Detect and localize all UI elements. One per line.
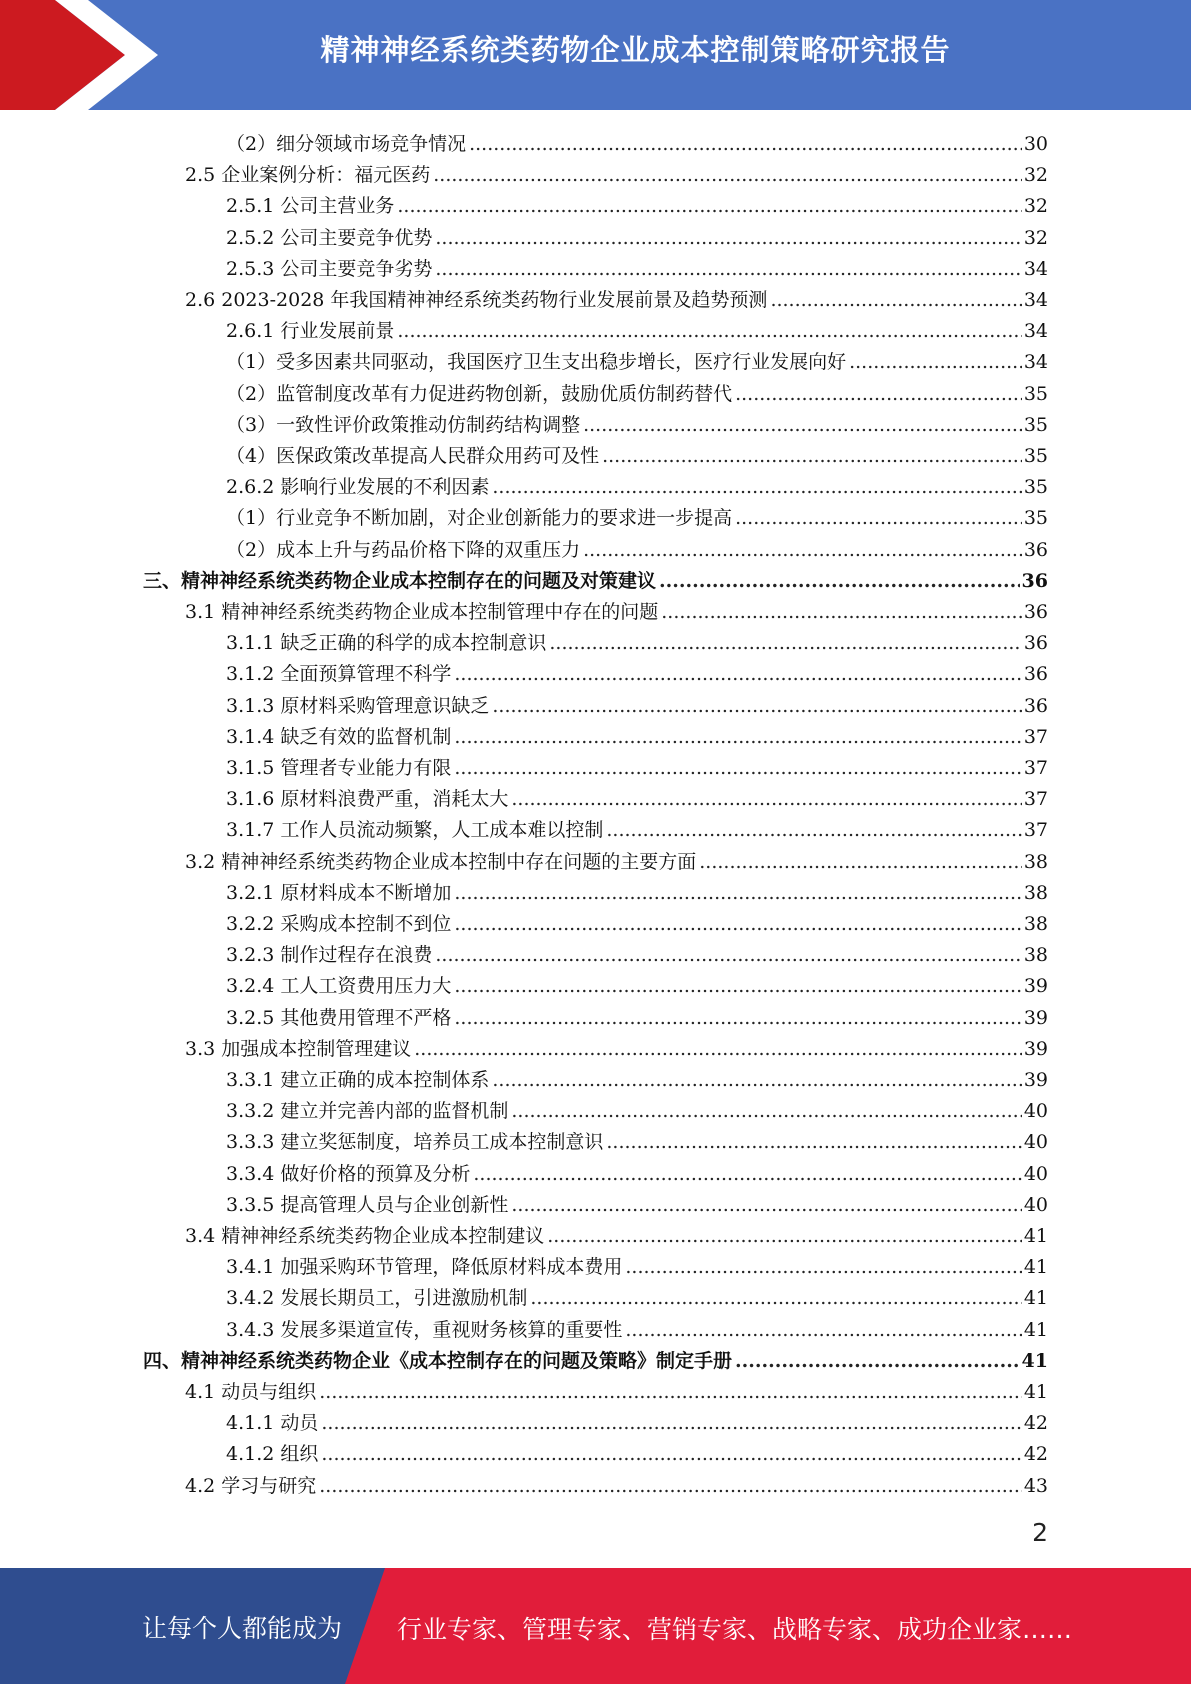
toc-entry[interactable] xyxy=(226,628,1048,659)
toc-dot-leader xyxy=(625,1252,1021,1283)
toc-dot-leader xyxy=(549,628,1021,659)
toc-dot-leader xyxy=(454,753,1021,784)
toc-entry-page: 36 xyxy=(1023,632,1048,655)
toc-entry[interactable] xyxy=(226,1127,1048,1158)
toc-entry[interactable] xyxy=(185,847,1048,878)
document-title: 精神神经系统类药物企业成本控制策略研究报告 xyxy=(320,33,951,67)
toc-entry-label: 3.3.2 建立并完善内部的监督机制 xyxy=(226,1100,509,1123)
toc-entry[interactable] xyxy=(226,1190,1048,1221)
toc-dot-leader xyxy=(492,472,1021,503)
toc-entry[interactable] xyxy=(226,940,1048,971)
toc-entry-page: 30 xyxy=(1023,133,1048,155)
toc-entry-page: 36 xyxy=(1023,694,1048,717)
toc-entry[interactable] xyxy=(226,1003,1048,1034)
toc-entry-page: 40 xyxy=(1023,1193,1048,1216)
toc-entry[interactable] xyxy=(226,1408,1048,1439)
toc-entry-label: 3.1.6 原材料浪费严重，消耗太大 xyxy=(226,788,509,811)
toc-entry-page: 40 xyxy=(1023,1131,1048,1154)
toc-dot-leader xyxy=(530,1283,1021,1314)
toc-entry-page: 43 xyxy=(1023,1474,1048,1497)
toc-entry[interactable] xyxy=(226,379,1048,410)
toc-entry-page: 35 xyxy=(1023,507,1048,530)
toc-entry-label: 3.1.4 缺乏有效的监督机制 xyxy=(226,725,452,748)
toc-dot-leader xyxy=(661,597,1022,628)
toc-dot-leader xyxy=(414,1034,1022,1065)
toc-dot-leader xyxy=(435,940,1021,971)
toc-entry-page: 32 xyxy=(1023,164,1048,187)
page-number: 2 xyxy=(1032,1518,1048,1547)
toc-entry-page: 37 xyxy=(1023,757,1048,779)
toc-entry-page: 41 xyxy=(1021,1349,1048,1372)
toc-dot-leader xyxy=(659,566,1020,597)
toc-entry-label: 3.2.1 原材料成本不断增加 xyxy=(226,881,452,904)
toc-entry-page: 35 xyxy=(1023,413,1048,436)
toc-entry-label: 3.1.5 管理者专业能力有限 xyxy=(226,757,452,779)
toc-dot-leader xyxy=(606,815,1021,846)
toc-entry-label: 四、精神神经系统类药物企业《成本控制存在的问题及策略》制定手册 xyxy=(143,1349,733,1372)
toc-entry[interactable] xyxy=(226,316,1048,347)
toc-entry-label: （2）细分领域市场竞争情况 xyxy=(226,133,467,155)
toc-entry-label: 三、精神神经系统类药物企业成本控制存在的问题及对策建议 xyxy=(143,569,657,592)
toc-entry[interactable] xyxy=(226,1252,1048,1283)
toc-entry[interactable] xyxy=(226,971,1048,1002)
toc-entry[interactable] xyxy=(226,659,1048,690)
toc-entry-label: 3.3.4 做好价格的预算及分析 xyxy=(226,1162,471,1185)
toc-entry[interactable] xyxy=(226,1283,1048,1314)
toc-entry-page: 38 xyxy=(1023,944,1048,967)
toc-entry[interactable] xyxy=(226,441,1048,472)
toc-entry-label: 3.2.4 工人工资费用压力大 xyxy=(226,975,452,998)
toc-entry-page: 40 xyxy=(1023,1100,1048,1123)
toc-entry[interactable] xyxy=(226,535,1048,566)
toc-entry-label: 2.6.2 影响行业发展的不利因素 xyxy=(226,476,490,499)
toc-entry-label: 4.1.1 动员 xyxy=(226,1412,319,1435)
page-header xyxy=(0,0,1191,110)
toc-entry-label: 3.4 精神神经系统类药物企业成本控制建议 xyxy=(185,1225,545,1247)
toc-entry-label: （1）受多因素共同驱动，我国医疗卫生支出稳步增长，医疗行业发展向好 xyxy=(226,351,847,374)
toc-entry[interactable] xyxy=(226,691,1048,722)
footer-slogan-left: 让每个人都能成为 xyxy=(142,1614,343,1643)
toc-entry-label: 2.5.1 公司主营业务 xyxy=(226,195,395,218)
toc-dot-leader xyxy=(602,441,1022,472)
toc-entry[interactable] xyxy=(185,285,1048,316)
toc-dot-leader xyxy=(454,878,1021,909)
toc-entry-page: 39 xyxy=(1023,975,1048,998)
toc-entry[interactable] xyxy=(185,160,1048,191)
toc-entry[interactable] xyxy=(226,722,1048,753)
toc-entry-page: 42 xyxy=(1023,1412,1048,1435)
toc-entry-label: 4.2 学习与研究 xyxy=(185,1474,317,1497)
toc-entry[interactable] xyxy=(185,597,1048,628)
toc-entry-page: 36 xyxy=(1021,569,1048,592)
toc-entry-page: 38 xyxy=(1023,913,1048,935)
toc-entry[interactable] xyxy=(226,191,1048,222)
toc-entry[interactable] xyxy=(226,1065,1048,1096)
toc-entry-page: 34 xyxy=(1023,320,1048,343)
toc-entry[interactable] xyxy=(226,1439,1048,1470)
toc-entry[interactable] xyxy=(185,1034,1048,1065)
toc-entry-page: 39 xyxy=(1023,1037,1048,1060)
toc-dot-leader xyxy=(321,1439,1021,1470)
toc-entry-page: 34 xyxy=(1023,289,1048,311)
footer-slogan-right: 行业专家、管理专家、营销专家、战略专家、成功企业家…… xyxy=(397,1615,1073,1644)
toc-entry-label: 3.2.5 其他费用管理不严格 xyxy=(226,1006,452,1029)
toc-entry-page: 34 xyxy=(1023,257,1048,280)
toc-entry-label: 2.5.3 公司主要竞争劣势 xyxy=(226,257,433,280)
toc-dot-leader xyxy=(454,971,1021,1002)
toc-dot-leader xyxy=(699,847,1022,878)
toc-entry-label: 2.5 企业案例分析：福元医药 xyxy=(185,164,431,187)
toc-dot-leader xyxy=(435,223,1021,254)
toc-dot-leader xyxy=(583,410,1022,441)
toc-entry-label: 2.6 2023-2028 年我国精神神经系统类药物行业发展前景及趋势预测 xyxy=(185,289,768,311)
toc-entry-label: 3.2.3 制作过程存在浪费 xyxy=(226,944,433,967)
toc-entry-page: 41 xyxy=(1023,1318,1048,1341)
toc-dot-leader xyxy=(511,1096,1021,1127)
toc-entry-page: 40 xyxy=(1023,1162,1048,1185)
toc-entry-page: 37 xyxy=(1023,819,1048,842)
toc-entry[interactable] xyxy=(226,503,1048,534)
toc-entry-label: 3.1.1 缺乏正确的科学的成本控制意识 xyxy=(226,632,547,655)
toc-entry-page: 34 xyxy=(1023,351,1048,374)
toc-dot-leader xyxy=(583,535,1022,566)
toc-entry-label: 3.1.7 工作人员流动频繁，人工成本难以控制 xyxy=(226,819,604,842)
toc-dot-leader xyxy=(319,1471,1022,1502)
toc-dot-leader xyxy=(735,379,1022,410)
toc-dot-leader xyxy=(454,909,1021,940)
toc-entry-page: 41 xyxy=(1023,1256,1048,1279)
toc-entry-page: 32 xyxy=(1023,226,1048,249)
toc-entry-page: 42 xyxy=(1023,1443,1048,1466)
toc-dot-leader xyxy=(454,659,1021,690)
toc-dot-leader xyxy=(397,316,1021,347)
toc-entry-label: （2）成本上升与药品价格下降的双重压力 xyxy=(226,538,581,561)
toc-entry-page: 37 xyxy=(1023,788,1048,811)
toc-dot-leader xyxy=(492,691,1021,722)
toc-entry[interactable] xyxy=(226,472,1048,503)
toc-entry[interactable] xyxy=(226,1159,1048,1190)
toc-entry-label: 3.1 精神神经系统类药物企业成本控制管理中存在的问题 xyxy=(185,601,659,623)
toc-entry-label: 4.1.2 组织 xyxy=(226,1443,319,1466)
toc-entry-label: 3.4.1 加强采购环节管理，降低原材料成本费用 xyxy=(226,1256,623,1279)
toc-entry[interactable] xyxy=(226,129,1048,160)
toc-dot-leader xyxy=(735,1346,1020,1377)
toc-entry-page: 39 xyxy=(1023,1069,1048,1091)
toc-dot-leader xyxy=(469,129,1022,160)
toc-entry[interactable] xyxy=(226,878,1048,909)
toc-entry-label: 3.1.3 原材料采购管理意识缺乏 xyxy=(226,694,490,717)
toc-dot-leader xyxy=(433,160,1022,191)
toc-dot-leader xyxy=(511,1190,1021,1221)
toc-dot-leader xyxy=(319,1377,1022,1408)
toc-entry-page: 41 xyxy=(1023,1381,1048,1403)
toc-entry[interactable] xyxy=(226,223,1048,254)
toc-entry-label: 3.3.5 提高管理人员与企业创新性 xyxy=(226,1193,509,1216)
toc-entry[interactable] xyxy=(185,1221,1048,1252)
toc-entry-page: 35 xyxy=(1023,382,1048,405)
toc-entry-label: （1）行业竞争不断加剧，对企业创新能力的要求进一步提高 xyxy=(226,507,733,530)
toc-dot-leader xyxy=(454,1003,1021,1034)
toc-entry-page: 39 xyxy=(1023,1006,1048,1029)
toc-entry[interactable] xyxy=(226,784,1048,815)
toc-entry[interactable] xyxy=(185,1471,1048,1502)
toc-entry-label: （2）监管制度改革有力促进药物创新，鼓励优质仿制药替代 xyxy=(226,382,733,405)
toc-entry-page: 38 xyxy=(1023,881,1048,904)
toc-entry[interactable] xyxy=(226,753,1048,784)
toc-entry[interactable] xyxy=(143,566,1048,597)
toc-dot-leader xyxy=(849,347,1022,378)
toc-entry-page: 36 xyxy=(1023,601,1048,623)
page-footer xyxy=(0,1568,1191,1684)
toc-entry-label: 3.4.2 发展长期员工，引进激励机制 xyxy=(226,1287,528,1310)
toc-entry-label: 3.3.1 建立正确的成本控制体系 xyxy=(226,1069,490,1091)
toc-entry-page: 41 xyxy=(1023,1225,1048,1247)
toc-dot-leader xyxy=(606,1127,1021,1158)
toc-dot-leader xyxy=(511,784,1021,815)
toc-entry[interactable] xyxy=(226,254,1048,285)
toc-entry-label: 2.6.1 行业发展前景 xyxy=(226,320,395,343)
toc-dot-leader xyxy=(397,191,1021,222)
toc-entry-page: 35 xyxy=(1023,476,1048,499)
toc-entry-label: 3.2.2 采购成本控制不到位 xyxy=(226,913,452,935)
toc-dot-leader xyxy=(321,1408,1021,1439)
toc-entry-page: 35 xyxy=(1023,445,1048,467)
toc-entry-label: 4.1 动员与组织 xyxy=(185,1381,317,1403)
toc-entry-page: 37 xyxy=(1023,725,1048,748)
toc-entry-label: （3）一致性评价政策推动仿制药结构调整 xyxy=(226,413,581,436)
toc-dot-leader xyxy=(454,722,1021,753)
toc-dot-leader xyxy=(735,503,1022,534)
toc-entry-label: 3.3 加强成本控制管理建议 xyxy=(185,1037,412,1060)
toc-dot-leader xyxy=(625,1315,1021,1346)
toc-entry-label: 3.4.3 发展多渠道宣传，重视财务核算的重要性 xyxy=(226,1318,623,1341)
toc-entry[interactable] xyxy=(226,347,1048,378)
toc-dot-leader xyxy=(435,254,1021,285)
toc-entry[interactable] xyxy=(226,909,1048,940)
toc-entry-page: 36 xyxy=(1023,538,1048,561)
toc-dot-leader xyxy=(547,1221,1022,1252)
toc-entry[interactable] xyxy=(143,1346,1048,1377)
toc-entry[interactable] xyxy=(226,815,1048,846)
toc-entry-page: 38 xyxy=(1023,850,1048,873)
toc-entry[interactable] xyxy=(226,1315,1048,1346)
toc-entry[interactable] xyxy=(226,410,1048,441)
toc-dot-leader xyxy=(770,285,1021,316)
toc-dot-leader xyxy=(492,1065,1021,1096)
toc-entry[interactable] xyxy=(185,1377,1048,1408)
toc-entry-label: 3.2 精神神经系统类药物企业成本控制中存在问题的主要方面 xyxy=(185,850,697,873)
toc-entry-label: 2.5.2 公司主要竞争优势 xyxy=(226,226,433,249)
toc-entry[interactable] xyxy=(226,1096,1048,1127)
toc-entry-page: 32 xyxy=(1023,195,1048,218)
toc-entry-label: 3.1.2 全面预算管理不科学 xyxy=(226,663,452,686)
toc-entry-label: 3.3.3 建立奖惩制度，培养员工成本控制意识 xyxy=(226,1131,604,1154)
toc-entry-page: 36 xyxy=(1023,663,1048,686)
toc-entry-page: 41 xyxy=(1023,1287,1048,1310)
toc-dot-leader xyxy=(473,1159,1021,1190)
toc-entry-label: （4）医保政策改革提高人民群众用药可及性 xyxy=(226,445,600,467)
